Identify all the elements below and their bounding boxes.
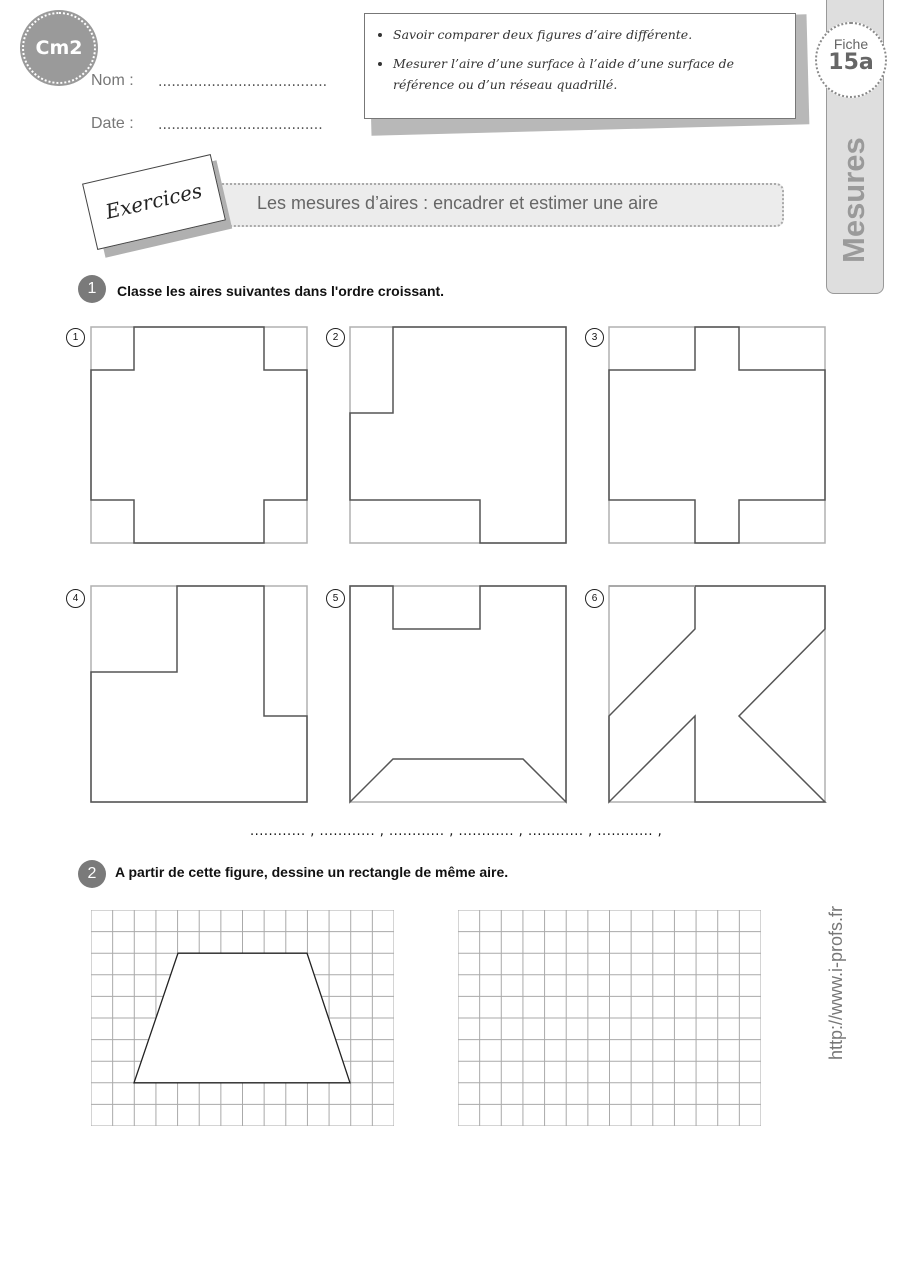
figure-5: [350, 586, 566, 802]
section-title: Les mesures d’aires : encadrer et estimer une aire: [257, 193, 659, 213]
figure-6: [609, 586, 825, 802]
figure-number: 1: [66, 328, 85, 347]
exercise-instruction: Classe les aires suivantes dans l'ordre croissant.: [117, 283, 445, 299]
fiche-number: 15a: [828, 50, 874, 75]
objective-item: • Mesurer l’aire d’une surface à l’aide d’une surface de référence ou d’un réseau quadrillé.: [393, 53, 783, 95]
trapezoid-shape: [134, 953, 350, 1083]
fiche-badge: [815, 22, 887, 98]
answer-blanks[interactable]: ............ , ............ , ............ , ............ , ............ , ............ ,: [250, 824, 663, 839]
website-url: http://www.i-profs.fr: [826, 905, 846, 1060]
figure-4: [91, 586, 307, 802]
figure-1: [91, 327, 307, 543]
date-field[interactable]: .....................................: [158, 117, 323, 133]
figure-3: [609, 327, 825, 543]
figure-number: 5: [326, 589, 345, 608]
figure-number: 4: [66, 589, 85, 608]
subject-label: Mesures: [836, 137, 871, 263]
exercise-instruction: A partir de cette figure, dessine un rectangle de même aire.: [115, 864, 509, 880]
grid-with-trapezoid: [91, 910, 394, 1126]
date-label: Date :: [91, 115, 134, 132]
figure-2: [350, 327, 566, 543]
exercices-tag: Exercices: [82, 154, 226, 250]
fiche-label: Fiche: [833, 36, 869, 52]
objective-item: • Savoir comparer deux figures d’aire différente.: [393, 24, 783, 45]
figure-number: 6: [585, 589, 604, 608]
objectives-note: [364, 13, 796, 119]
name-field[interactable]: ......................................: [158, 74, 328, 90]
exercise-number: 1: [78, 275, 106, 303]
level-badge: Cm2: [22, 12, 96, 84]
figure-number: 2: [326, 328, 345, 347]
grid-lines: [458, 910, 761, 1126]
empty-grid[interactable]: [458, 910, 761, 1126]
name-label: Nom :: [91, 72, 134, 89]
figure-number: 3: [585, 328, 604, 347]
exercise-number: 2: [78, 860, 106, 888]
